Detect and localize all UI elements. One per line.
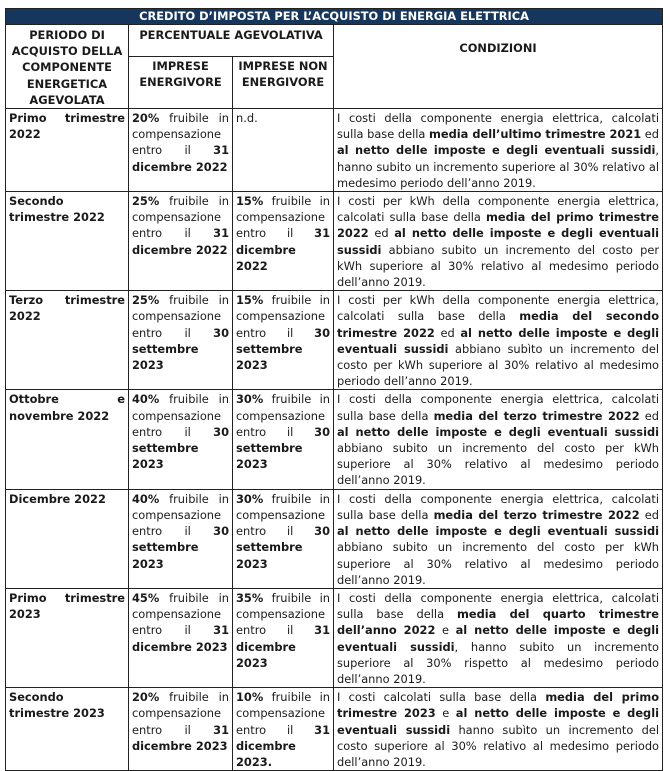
energivore-deadline: 31 dicembre 2022 xyxy=(132,226,229,257)
period-cell xyxy=(6,192,129,291)
period-word-b: trimestre xyxy=(64,590,125,605)
non-energivore-text: fruibile in compensazione entro il xyxy=(236,194,330,241)
period-cell xyxy=(6,688,129,771)
table-row xyxy=(6,489,663,588)
table-row xyxy=(6,192,663,291)
condition-text-3: abbiano subito un incremento del costo per kWh superiore al 30% relativo al medesimo periodo dell’anno 2019. xyxy=(337,441,660,488)
non-energivore-cell xyxy=(233,291,334,390)
energivore-text: fruibile in compensazione entro il xyxy=(132,590,229,638)
period-cell xyxy=(6,489,129,588)
condition-text-3: hanno subìto un incremento del costo superiore al 30% relativo al medesimo periodo dell’anno 2019. xyxy=(337,722,660,769)
non-energivore-cell xyxy=(233,489,334,588)
condition-net-of-taxes: al netto delle imposte e degli eventuali sussidi xyxy=(337,424,660,439)
period-word-b: trimestre xyxy=(64,293,125,308)
energivore-percent: 40% xyxy=(132,491,160,506)
period-word-a: Secondo xyxy=(9,194,64,209)
energivore-percent: 25% xyxy=(132,293,160,308)
non-energivore-text: fruibile in compensazione entro il xyxy=(236,491,330,539)
period-cell xyxy=(6,109,129,192)
non-energivore-text: fruibile in compensazione entro il xyxy=(236,293,330,340)
condition-net-of-taxes: al netto delle imposte e degli eventuali sussidi xyxy=(337,226,660,257)
energivore-cell xyxy=(129,192,233,291)
header-conditions: CONDIZIONI xyxy=(334,25,663,109)
period-word-c: trimestre 2023 xyxy=(9,706,105,721)
energivore-percent: 45% xyxy=(132,590,160,605)
condition-text-1: I costi della componente energia elettrica, calcolati sulla base della xyxy=(337,111,660,142)
period-word-a: Ottobre xyxy=(9,392,59,407)
period-word-c: 2022 xyxy=(9,127,41,142)
conditions-cell xyxy=(334,688,663,771)
condition-net-of-taxes: al netto delle imposte e degli eventuali sussidi xyxy=(337,623,660,654)
period-word-a: Primo xyxy=(9,111,47,126)
table-row xyxy=(6,688,663,771)
condition-text-1: I costi della componente energia elettrica, calcolati sulla base della xyxy=(337,392,660,423)
conditions-cell xyxy=(334,291,663,390)
non-energivore-text: fruibile in compensazione entro il xyxy=(236,590,330,638)
header-percent: PERCENTUALE AGEVOLATIVA xyxy=(129,25,334,57)
non-energivore-deadline: 30 settembre 2023 xyxy=(236,424,330,472)
energivore-cell xyxy=(129,109,233,192)
period-word-a: Terzo xyxy=(9,293,44,308)
non-energivore-deadline: 31 dicembre 2022 xyxy=(236,226,330,273)
conditions-cell xyxy=(334,192,663,291)
energivore-deadline: 31 dicembre 2023 xyxy=(132,623,229,654)
period-cell xyxy=(6,390,129,489)
non-energivore-percent: 15% xyxy=(236,293,264,308)
condition-text-2: ed xyxy=(639,507,660,522)
non-energivore-percent: 30% xyxy=(236,491,264,506)
condition-text-3: abbiano subito un incremento del costo per kWh superiore al 30% relativo al medesimo periodo dell’anno 2019. xyxy=(337,540,660,587)
condition-text-1: I costi per kWh della componente energia elettrica, calcolati sulla base della xyxy=(337,293,660,324)
period-word-c: 2023 xyxy=(9,607,41,622)
condition-text-2: e xyxy=(435,623,456,638)
non-energivore-percent: 35% xyxy=(236,590,264,605)
period-word-a: Dicembre 2022 xyxy=(9,491,106,506)
condition-text-1: I costi della componente energia elettrica, calcolati sulla base della xyxy=(337,491,660,522)
energivore-percent: 40% xyxy=(132,392,160,407)
energivore-text: fruibile in compensazione entro il xyxy=(132,194,229,241)
condition-net-of-taxes: al netto delle imposte e degli eventuali sussidi xyxy=(337,325,660,356)
period-word-a: Secondo xyxy=(9,690,64,705)
energivore-deadline: 30 settembre 2023 xyxy=(132,424,229,472)
condition-base-period: media del primo trimestre 2023 xyxy=(337,690,660,721)
non-energivore-deadline: 31 dicembre 2023 xyxy=(236,623,330,670)
non-energivore-text: n.d. xyxy=(236,111,258,126)
energivore-deadline: 31 dicembre 2022 xyxy=(132,143,229,174)
condition-text-2: e xyxy=(435,706,456,721)
table-row xyxy=(6,109,663,192)
condition-text-3: , hanno subito un incremento superiore al 30% relativo al medesimo periodo dell’anno 2019. xyxy=(337,143,660,190)
condition-base-period: media del secondo trimestre 2022 xyxy=(337,309,660,340)
condition-text-2: ed xyxy=(639,408,660,423)
energivore-cell xyxy=(129,688,233,771)
non-energivore-cell xyxy=(233,109,334,192)
condition-net-of-taxes: al netto delle imposte e degli eventuali sussidi xyxy=(337,706,660,737)
period-word-c: trimestre 2022 xyxy=(9,210,105,225)
period-cell xyxy=(6,588,129,687)
condition-text-2: ed xyxy=(641,127,660,142)
period-word-b: trimestre xyxy=(64,111,125,126)
condition-base-period: media del quarto trimestre dell’anno 2022 xyxy=(337,607,660,638)
energivore-deadline: 30 settembre 2023 xyxy=(132,325,229,373)
table-title: CREDITO D’IMPOSTA PER L’ACQUISTO DI ENERGIA ELETTRICA xyxy=(6,9,663,25)
energivore-cell xyxy=(129,291,233,390)
tax-credit-document xyxy=(5,8,662,771)
non-energivore-percent: 10% xyxy=(236,690,264,705)
condition-text-1: I costi della componente energia elettrica, calcolati sulla base della xyxy=(337,590,660,622)
non-energivore-cell xyxy=(233,192,334,291)
energivore-percent: 20% xyxy=(132,690,160,705)
non-energivore-percent: 15% xyxy=(236,194,264,209)
energivore-deadline: 31 dicembre 2023 xyxy=(132,722,229,753)
conditions-cell xyxy=(334,109,663,192)
header-period: PERIODO DI ACQUISTO DELLA COMPONENTE ENERGETICA AGEVOLATA xyxy=(6,25,129,109)
period-word-b: e xyxy=(117,392,125,407)
condition-text-2: ed xyxy=(434,325,461,340)
tax-credit-table xyxy=(5,8,663,771)
energivore-percent: 25% xyxy=(132,194,160,209)
energivore-cell xyxy=(129,489,233,588)
period-word-a: Primo xyxy=(9,590,47,605)
energivore-percent: 20% xyxy=(132,111,160,126)
condition-base-period: media del terzo trimestre 2022 xyxy=(433,507,640,522)
non-energivore-deadline: 30 settembre 2023 xyxy=(236,524,330,571)
energivore-text: fruibile in compensazione entro il xyxy=(132,690,229,737)
condition-base-period: media dell’ultimo trimestre 2021 xyxy=(429,127,642,142)
non-energivore-deadline: 30 settembre 2023 xyxy=(236,325,330,373)
non-energivore-cell xyxy=(233,588,334,687)
condition-text-3: abbiano subito un incremento del costo per kWh superiore al 30% relativo al medesimo periodo dell’anno 2019. xyxy=(337,242,660,290)
non-energivore-cell xyxy=(233,688,334,771)
header-energivore: IMPRESE ENERGIVORE xyxy=(129,57,233,109)
conditions-cell xyxy=(334,390,663,489)
condition-net-of-taxes: al netto delle imposte e degli eventuali sussidi xyxy=(337,524,660,539)
conditions-cell xyxy=(334,489,663,588)
non-energivore-deadline: 31 dicembre 2023. xyxy=(236,722,330,769)
non-energivore-cell xyxy=(233,390,334,489)
non-energivore-percent: 30% xyxy=(236,392,264,407)
period-word-c: 2022 xyxy=(9,309,41,324)
condition-base-period: media del primo trimestre 2022 xyxy=(337,210,660,241)
table-row xyxy=(6,588,663,687)
energivore-deadline: 30 settembre 2023 xyxy=(132,524,229,571)
energivore-text: fruibile in compensazione entro il xyxy=(132,293,229,340)
condition-text-2: ed xyxy=(368,226,395,241)
energivore-text: fruibile in compensazione entro il xyxy=(132,111,229,158)
table-row xyxy=(6,390,663,489)
table-row xyxy=(6,291,663,390)
header-non-energivore: IMPRESE NON ENERGIVORE xyxy=(233,57,334,109)
condition-net-of-taxes: al netto delle imposte e degli eventuali sussidi xyxy=(337,143,656,158)
condition-base-period: media del terzo trimestre 2022 xyxy=(433,408,640,423)
energivore-text: fruibile in compensazione entro il xyxy=(132,392,229,439)
energivore-text: fruibile in compensazione entro il xyxy=(132,491,229,539)
condition-text-1: I costi per kWh della componente energia elettrica, calcolati sulla base della xyxy=(337,194,660,225)
condition-text-1: I costi calcolati sulla base della xyxy=(337,690,546,705)
condition-text-3: , hanno subito un incremento superiore al 30% rispetto al medesimo periodo dell’anno 2019. xyxy=(337,639,660,686)
non-energivore-text: fruibile in compensazione entro il xyxy=(236,392,330,439)
period-cell xyxy=(6,291,129,390)
period-word-c: novembre 2022 xyxy=(9,408,110,423)
non-energivore-text: fruibile in compensazione entro il xyxy=(236,690,330,737)
energivore-cell xyxy=(129,390,233,489)
energivore-cell xyxy=(129,588,233,687)
conditions-cell xyxy=(334,588,663,687)
condition-text-3: abbiano subìto un incremento del costo per kWh superiore al 30% relativo al medesimo periodo dell’anno 2019. xyxy=(337,341,660,389)
